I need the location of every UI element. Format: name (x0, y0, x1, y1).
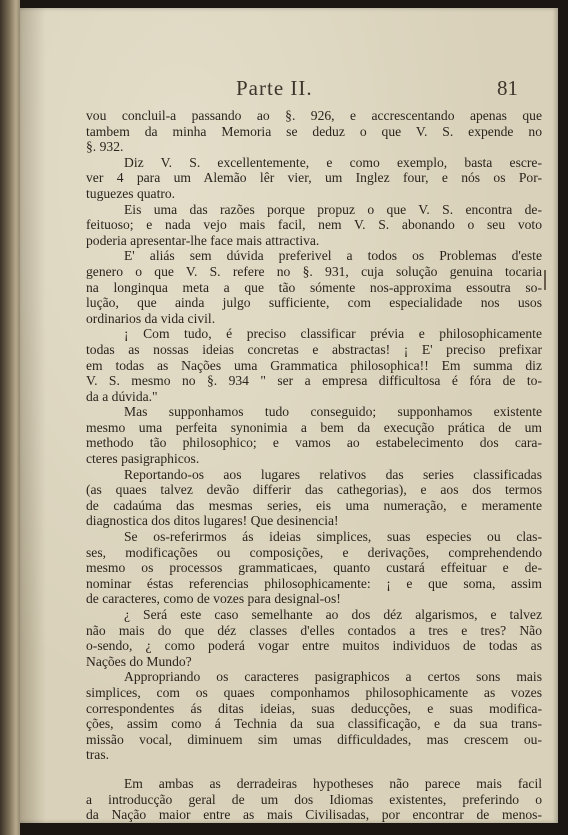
body-text (86, 108, 542, 823)
text-line: Appropriando os caracteres pasigraphicos a certos sons mais (124, 669, 542, 685)
text-line: V. S. mesmo no §. 934 " ser a empresa difficultosa é fóra de to- (86, 373, 542, 389)
text-line: o-sendo, ¿ como poderá vogar entre muitos individuos de todas as (86, 638, 542, 654)
text-line: vou concluil-a passando ao §. 926, e accrescentando apenas que (86, 108, 542, 123)
text-line: tambem da minha Memoria se deduz o que V. S. expende no (86, 123, 542, 139)
text-line: Eis uma das razões porque propuz o que V. S. encontra de- (124, 201, 542, 217)
text-line: (as quaes talvez devão differir das cathegorias), e aos dos termos (86, 482, 542, 498)
text-line: da a dúvida." (86, 388, 158, 404)
text-line: Nações do Mundo? (86, 653, 192, 669)
text-line: na longinqua meta a que tão sómente nos-approxima essoutra so- (86, 279, 542, 295)
text-line: de caracteres, como de vozes para designal-os! (86, 591, 341, 607)
text-line: simplices, com os quaes componhamos philosophicamente as vozes (86, 684, 542, 700)
text-line: Reportando-os aos lugares relativos das series classificadas (124, 466, 542, 482)
text-line: feituoso; e nada vejo mais facil, nem V. S. abonando o seu voto (86, 217, 542, 233)
text-line: ordinarios da vida civil. (86, 310, 216, 326)
text-line: ções, assim como á Technia da sua classificação, e da sua trans- (86, 716, 542, 732)
text-line: Diz V. S. excellentemente, e como exemplo, basta escre- (124, 154, 542, 170)
text-line: §. 932. (86, 139, 124, 155)
text-line: todas as nossas ideias concretas e abstractas! ¡ E' preciso prefixar (86, 341, 542, 357)
text-line: mesmo os processos grammaticaes, quanto custará effeituar e de- (86, 560, 542, 576)
text-line: Mas supponhamos tudo conseguido; supponhamos existente (124, 404, 542, 420)
text-line: ¿ Será este caso semelhante ao dos déz algarismos, e talvez (124, 607, 542, 622)
text-line: da Nação maior entre as mais Civilisadas, por encontrar de menos- (86, 807, 542, 823)
text-line: ses, modificações ou composições, e derivações, comprehendendo (86, 544, 542, 560)
text-line: mesmo uma perfeita synonimia a bem da execução prática de um (86, 419, 542, 435)
text-line: tuguezes quatro. (86, 185, 176, 201)
text-line: poderia apresentar-lhe face mais attractiva. (86, 232, 320, 248)
text-line: ¡ Com tudo, é preciso classificar prévia e philosophicamente (124, 326, 542, 342)
text-line: não mais do que déz classes d'elles contados a tres e tres? Não (86, 622, 542, 638)
margin-mark (544, 270, 546, 290)
page-number: 81 (497, 76, 518, 100)
running-title: Parte II. (236, 76, 313, 100)
text-line: E' aliás sem dúvida preferivel a todos os Problemas d'este (124, 248, 542, 264)
text-line: tras. (86, 747, 110, 763)
text-line: em todas as Nações uma Grammatica philosophica!! Em summa diz (86, 357, 542, 373)
text-line: nominar éstas referencias philosophicamente: ¡ e que soma, assim (86, 575, 542, 591)
text-line: Em ambas as derradeiras hypotheses não parece mais facil (124, 775, 542, 791)
facing-page-edge (0, 0, 20, 835)
book-page (20, 8, 558, 823)
text-line: methodo tão philosophico; e vamos ao estabelecimento dos cara- (86, 435, 542, 451)
text-line: correspondentes ás ditas ideias, suas deducções, e suas modifica- (86, 700, 542, 716)
text-line: lução, que ainda julgo sufficiente, com especialidade nos usos (86, 295, 542, 311)
page-header (56, 76, 532, 104)
text-line: cteres pasigraphicos. (86, 451, 200, 467)
text-line: ver 4 para um Alemão lêr vier, um Inglez four, e nós os Por- (86, 170, 542, 186)
text-line: diagnostica dos ditos lugares! Que desinencia! (86, 513, 339, 529)
text-line: missão vocal, diminuem sim umas difficuldades, mas crescem ou- (86, 731, 542, 747)
text-line: a introducção geral de um dos Idiomas existentes, preferindo o (86, 791, 542, 807)
text-line: Se os-referirmos ás ideias simplices, suas especies ou clas- (124, 529, 542, 545)
text-line: de cadaúma das mesmas series, eis uma numeração, e meramente (86, 497, 542, 513)
text-line: genero o que V. S. refere no §. 931, cuja solução genuina tocaria (86, 263, 542, 279)
